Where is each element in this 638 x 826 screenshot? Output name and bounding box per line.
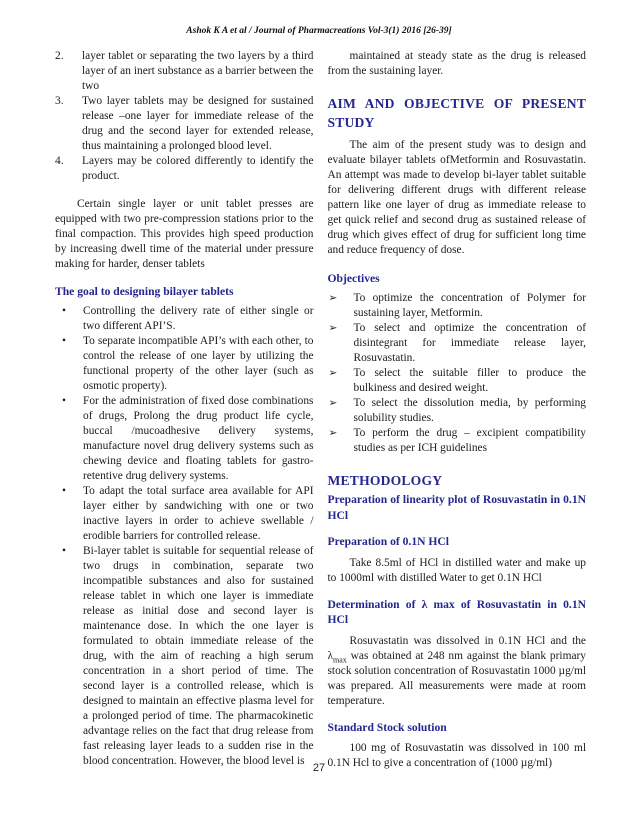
bullet-icon: • bbox=[62, 395, 66, 407]
methodology-heading: METHODOLOGY bbox=[327, 473, 443, 488]
objectives-heading: Objectives bbox=[327, 272, 380, 285]
prep-hcl-heading: Preparation of 0.1N HCl bbox=[327, 535, 450, 548]
bullet-item bbox=[55, 304, 314, 334]
linearity-plot-heading: Preparation of linearity plot of Rosuvastatin in 0.1N HCl bbox=[327, 493, 586, 522]
determination-paragraph bbox=[328, 634, 587, 709]
arrowhead-bullet-icon: ➢ bbox=[328, 293, 338, 304]
bullet-item bbox=[55, 484, 314, 544]
page-number: 27 bbox=[312, 762, 326, 774]
determination-text-start: Rosuvastatin was dissolved in 0.1N HCl and the λ bbox=[327, 634, 586, 662]
stock-solution-paragraph: 100 mg of Rosuvastatin was dissolved in 100 ml 0.1N Hcl to give a concentration of (1000 µg/ml) bbox=[327, 742, 586, 769]
item-text: layer tablet or separating the two layers by a third layer of an inert substance as a barrier between the two bbox=[82, 50, 314, 92]
bullet-text: To separate incompatible API’s with each other, to control the release of one layer by utilizing the functional property of the other layer (such as osmotic property). bbox=[83, 335, 314, 392]
prep-hcl-paragraph: Take 8.5ml of HCl in distilled water and make up to 1000ml with distilled Water to get 0.1N HCl bbox=[327, 556, 586, 584]
arrowhead-bullet-icon: ➢ bbox=[328, 323, 338, 334]
item-number: 4. bbox=[55, 155, 64, 167]
bullet-text: For the administration of fixed dose combinations of drugs, Prolong the drug product life cycle, buccal /mucoadhesive delivery systems, manufacture novel drug delivery systems such as chewing device and floating tablets for gastro-retentive drug delivery systems. bbox=[83, 395, 314, 482]
bullet-icon: • bbox=[62, 485, 66, 497]
objective-item bbox=[328, 396, 587, 426]
right-column bbox=[328, 49, 587, 771]
aim-heading: AIM AND OBJECTIVE OF PRESENT STUDY bbox=[327, 96, 586, 130]
bullet-icon: • bbox=[62, 545, 66, 557]
left-column bbox=[55, 49, 314, 771]
bullet-text: To adapt the total surface area available for API layer either by sandwiching with one or two inactive layers in order to achieve swellable / erodible barriers for controlled release. bbox=[83, 485, 314, 542]
objective-text: To select the dissolution media, by performing solubility studies. bbox=[353, 397, 586, 424]
bullet-item bbox=[55, 394, 314, 484]
arrowhead-bullet-icon: ➢ bbox=[328, 398, 338, 409]
objective-item bbox=[328, 426, 587, 456]
numbered-item-3 bbox=[55, 94, 314, 154]
goal-heading: The goal to designing bilayer tablets bbox=[55, 285, 234, 298]
bullet-item bbox=[55, 544, 314, 769]
continuation-paragraph: maintained at steady state as the drug is released from the sustaining layer. bbox=[327, 50, 586, 77]
objective-text: To optimize the concentration of Polymer for sustaining layer, Metformin. bbox=[353, 292, 586, 319]
arrowhead-bullet-icon: ➢ bbox=[328, 428, 338, 439]
journal-header: Ashok K A et al / Journal of Pharmacreations Vol-3(1) 2016 [26-39] bbox=[186, 26, 452, 36]
bullet-icon: • bbox=[62, 305, 66, 317]
objective-item bbox=[328, 291, 587, 321]
bullet-item bbox=[55, 334, 314, 394]
bullet-icon: • bbox=[62, 335, 66, 347]
item-number: 3. bbox=[55, 95, 64, 107]
aim-paragraph: The aim of the present study was to design and evaluate bilayer tablets ofMetformin and Rosuvastatin. An attempt was made to develop bi-layer tablet suitable for delivering different drugs with different release pattern like one layer of drug as immediate release to get quick relief and second drug as sustained release of drug which gives effect of drug for sufficient long time and reduce frequency of dose. bbox=[327, 139, 586, 256]
two-column-layout bbox=[0, 36, 638, 771]
determination-heading: Determination of λ max of Rosuvastatin in 0.1N HCl bbox=[327, 597, 586, 626]
objective-text: To perform the drug – excipient compatibility studies as per ICH guidelines bbox=[353, 427, 586, 454]
bullet-text: Bi-layer tablet is suitable for sequential release of two drugs in combination, separate two incompatible substances and also for sustained release tablet in which one layer is immediate release as initial dose and second layer is maintenance dose. In which the one layer is formulated to obtain immediate release of the drug, with the aim of reaching a high serum concentration in a short period of time. The second layer is a controlled release, which is designed to maintain an effective plasma level for a prolonged period of time. The pharmacokinetic advantage relies on the fact that drug release from fast releasing layer leads to a sudden rise in the blood concentration. However, the blood level is bbox=[83, 545, 314, 767]
arrowhead-bullet-icon: ➢ bbox=[328, 368, 338, 379]
paragraph-tablet-presses: Certain single layer or unit tablet presses are equipped with two pre-compression stations prior to the final compaction. This provides high speed production by increasing dwell time of the material under pressure making for harder, denser tablets bbox=[55, 198, 314, 270]
objective-item bbox=[328, 321, 587, 366]
item-text: Layers may be colored differently to identify the product. bbox=[82, 155, 314, 182]
item-text: Two layer tablets may be designed for sustained release –one layer for immediate release of the drug and the second layer for extended release, thus maintaining a prolonged blood level. bbox=[82, 95, 314, 152]
objective-item bbox=[328, 366, 587, 396]
item-number: 2. bbox=[55, 50, 64, 62]
objective-text: To select and optimize the concentration of disintegrant for immediate release layer, Rosuvastatin. bbox=[353, 322, 586, 364]
stock-solution-heading: Standard Stock solution bbox=[327, 720, 447, 734]
objective-text: To select the suitable filler to produce the bulkiness and desired weight. bbox=[353, 367, 586, 394]
numbered-item-2 bbox=[55, 49, 314, 94]
determination-text-end: was obtained at 248 nm against the blank primary stock solution concentration of Rosuvastatin 1000 µg/ml was prepared. All measurements were made at room temperature. bbox=[327, 649, 586, 707]
bullet-text: Controlling the delivery rate of either single or two different API’S. bbox=[83, 305, 314, 332]
lambda-max-subscript: max bbox=[333, 654, 347, 664]
numbered-item-4 bbox=[55, 154, 314, 184]
